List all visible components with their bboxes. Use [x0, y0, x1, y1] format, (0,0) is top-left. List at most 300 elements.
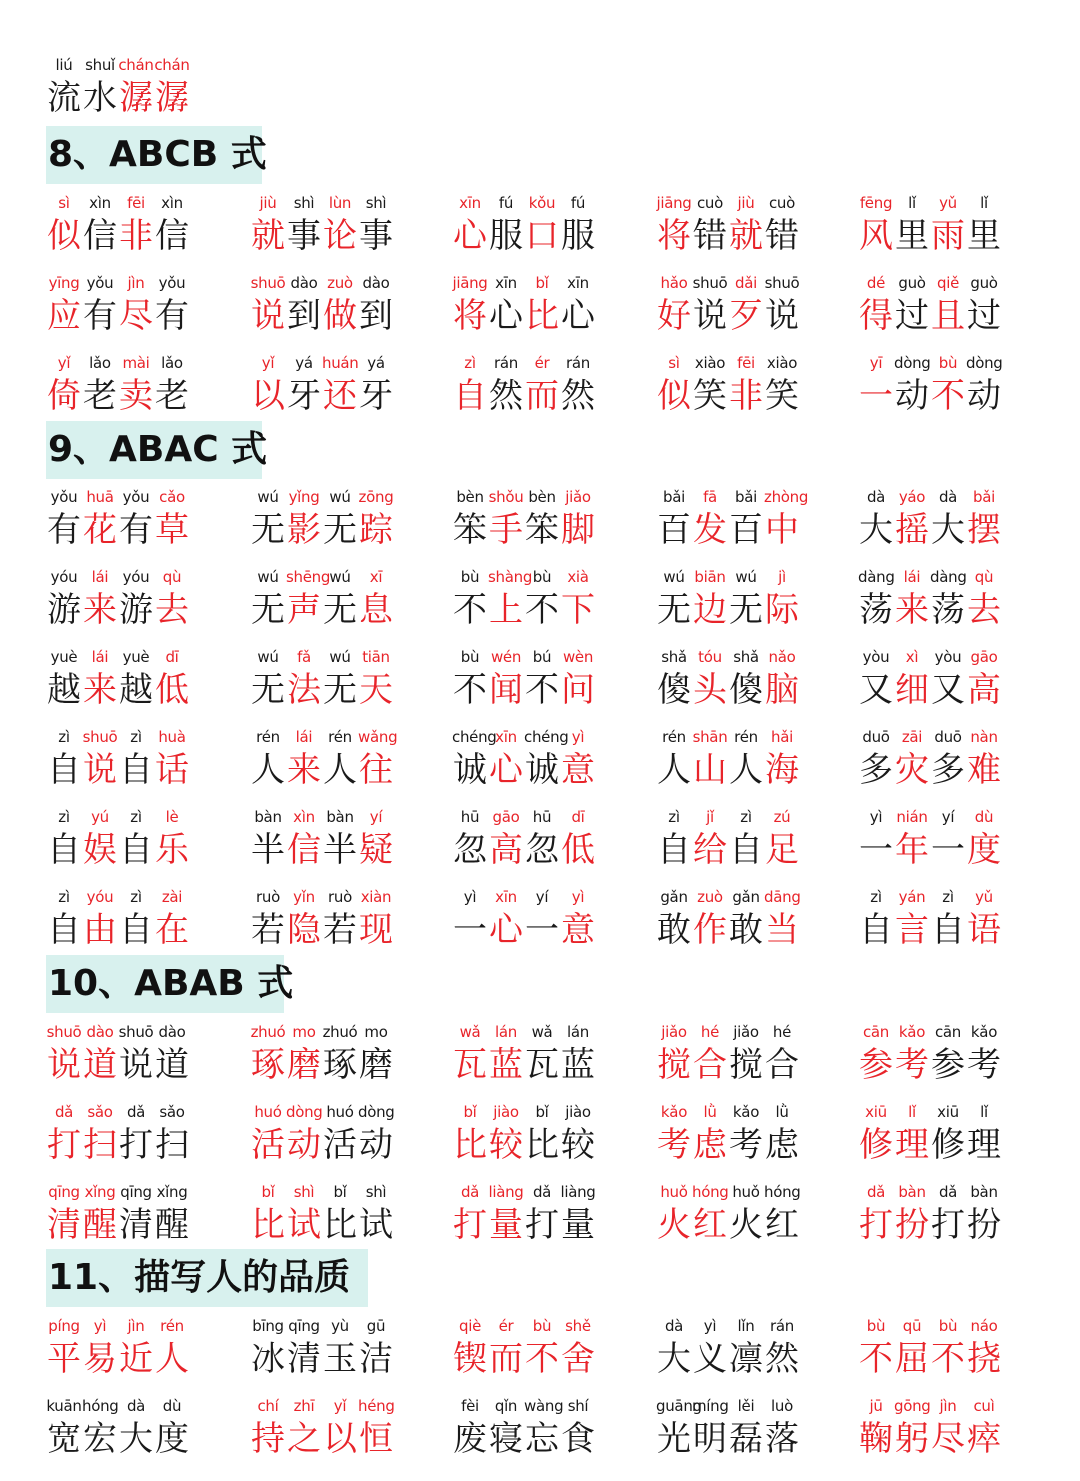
- hanzi-character: 不: [453, 670, 487, 710]
- pinyin-syllable: shǎ: [661, 648, 687, 666]
- pinyin-syllable: zuò: [327, 274, 353, 292]
- pinyin-syllable: shuō: [82, 728, 118, 746]
- pinyin-syllable: gǎn: [660, 888, 688, 906]
- hanzi-character: 活: [251, 1125, 285, 1165]
- hanzi-character: 自: [859, 910, 893, 950]
- hanzi-character: 得: [859, 296, 893, 336]
- hanzi-character: 来: [83, 670, 117, 710]
- pinyin-line: [858, 1395, 1058, 1417]
- hanzi-character: 搅: [657, 1045, 691, 1085]
- pinyin-syllable: zōng: [358, 488, 394, 506]
- hanzi-character: 打: [525, 1205, 559, 1245]
- pinyin-line: [46, 54, 246, 76]
- pinyin-line: [46, 272, 246, 294]
- hanzi-character: 修: [859, 1125, 893, 1165]
- pinyin-syllable: yí: [941, 808, 955, 826]
- pinyin-syllable: yóu: [122, 568, 150, 586]
- hanzi-character: 下: [561, 590, 595, 630]
- pinyin-line: [858, 486, 1058, 508]
- hanzi-character: 诚: [525, 750, 559, 790]
- pinyin-syllable: yǐ: [261, 354, 275, 372]
- hanzi-character: 牙: [287, 376, 321, 416]
- pinyin-syllable: zú: [773, 808, 791, 826]
- pinyin-line: [656, 1395, 856, 1417]
- hanzi-character: 有: [83, 296, 117, 336]
- idiom-item: [656, 1315, 856, 1381]
- idiom-item: [452, 486, 652, 552]
- idiom-item: [250, 1395, 450, 1461]
- hanzi-character: 一: [859, 376, 893, 416]
- pinyin-line: [656, 646, 856, 668]
- hanzi-character: 人: [323, 750, 357, 790]
- hanzi-character: 错: [765, 216, 799, 256]
- hanzi-character: 流: [47, 78, 81, 118]
- idiom-characters: [452, 1337, 652, 1381]
- idiom-item: [250, 1101, 450, 1167]
- idiom-characters: [452, 508, 652, 552]
- hanzi-character: 信: [83, 216, 117, 256]
- hanzi-character: 应: [47, 296, 81, 336]
- hanzi-character: 有: [119, 510, 153, 550]
- pinyin-syllable: rán: [770, 1317, 794, 1335]
- pinyin-line: [250, 272, 450, 294]
- hanzi-character: 扫: [155, 1125, 189, 1165]
- pinyin-line: [452, 1101, 652, 1123]
- idiom-item: [452, 352, 652, 418]
- pinyin-syllable: dǎi: [735, 274, 757, 292]
- idiom-characters: [46, 76, 246, 120]
- hanzi-character: 山: [693, 750, 727, 790]
- hanzi-character: 服: [561, 216, 595, 256]
- pinyin-syllable: liàng: [488, 1183, 524, 1201]
- hanzi-character: 之: [287, 1419, 321, 1459]
- hanzi-character: 恒: [359, 1419, 393, 1459]
- pinyin-syllable: ruò: [256, 888, 280, 906]
- hanzi-character: 法: [287, 670, 321, 710]
- pinyin-syllable: wú: [329, 568, 351, 586]
- idiom-characters: [250, 1043, 450, 1087]
- pinyin-line: [250, 352, 450, 374]
- pinyin-syllable: dà: [938, 488, 958, 506]
- idiom-characters: [250, 214, 450, 258]
- pinyin-syllable: jǐ: [706, 808, 714, 826]
- pinyin-syllable: xiào: [766, 354, 798, 372]
- pinyin-syllable: lǎo: [161, 354, 183, 372]
- hanzi-character: 非: [729, 376, 763, 416]
- hanzi-character: 说: [765, 296, 799, 336]
- idiom-characters: [656, 748, 856, 792]
- idiom-item: [858, 806, 1058, 872]
- hanzi-character: 大: [657, 1339, 691, 1379]
- pinyin-line: [250, 806, 450, 828]
- pinyin-syllable: lǎo: [89, 354, 111, 372]
- pinyin-syllable: bǐ: [535, 274, 549, 292]
- pinyin-syllable: yáo: [898, 488, 926, 506]
- hanzi-character: 考: [967, 1045, 1001, 1085]
- pinyin-syllable: shǒu: [488, 488, 524, 506]
- hanzi-character: 脑: [765, 670, 799, 710]
- idiom-characters: [858, 1203, 1058, 1247]
- hanzi-character: 雨: [931, 216, 965, 256]
- pinyin-syllable: jìn: [127, 274, 145, 292]
- pinyin-line: [452, 272, 652, 294]
- pinyin-syllable: duō: [934, 728, 962, 746]
- idiom-item: [452, 1395, 652, 1461]
- hanzi-character: 事: [359, 216, 393, 256]
- hanzi-character: 平: [47, 1339, 81, 1379]
- pinyin-line: [46, 486, 246, 508]
- pinyin-syllable: huà: [158, 728, 186, 746]
- pinyin-syllable: bǎi: [663, 488, 685, 506]
- pinyin-syllable: gāo: [492, 808, 520, 826]
- pinyin-syllable: liàng: [560, 1183, 596, 1201]
- idiom-characters: [656, 1043, 856, 1087]
- pinyin-syllable: shǎ: [733, 648, 759, 666]
- pinyin-syllable: dī: [165, 648, 179, 666]
- idiom-characters: [46, 908, 246, 952]
- pinyin-syllable: zì: [130, 728, 142, 746]
- pinyin-syllable: lái: [91, 648, 109, 666]
- pinyin-syllable: huǒ: [660, 1183, 688, 1201]
- pinyin-syllable: nián: [896, 808, 928, 826]
- hanzi-character: 意: [561, 910, 595, 950]
- idiom-item: [858, 192, 1058, 258]
- pinyin-syllable: gōng: [894, 1397, 931, 1415]
- hanzi-character: 人: [657, 750, 691, 790]
- hanzi-character: 乐: [155, 830, 189, 870]
- pinyin-syllable: lǐ: [980, 1103, 988, 1121]
- pinyin-syllable: zì: [58, 888, 70, 906]
- pinyin-syllable: qù: [974, 568, 994, 586]
- pinyin-line: [452, 806, 652, 828]
- pinyin-syllable: shuō: [764, 274, 800, 292]
- hanzi-character: 打: [47, 1125, 81, 1165]
- hanzi-character: 道: [83, 1045, 117, 1085]
- pinyin-syllable: hé: [772, 1023, 792, 1041]
- pinyin-syllable: qīng: [120, 1183, 152, 1201]
- hanzi-character: 自: [47, 910, 81, 950]
- idiom-item: [250, 646, 450, 712]
- pinyin-syllable: dù: [162, 1397, 182, 1415]
- pinyin-syllable: dǎ: [54, 1103, 74, 1121]
- idiom-item: [858, 886, 1058, 952]
- pinyin-syllable: fēng: [859, 194, 893, 212]
- hanzi-character: 清: [119, 1205, 153, 1245]
- section-heading: 10、ABAB 式: [46, 955, 284, 1013]
- idiom-characters: [656, 668, 856, 712]
- idiom-item: [46, 192, 246, 258]
- pinyin-line: [250, 646, 450, 668]
- hanzi-character: 问: [561, 670, 595, 710]
- hanzi-character: 度: [155, 1419, 189, 1459]
- hanzi-character: 心: [489, 910, 523, 950]
- pinyin-line: [250, 726, 450, 748]
- pinyin-syllable: cān: [862, 1023, 890, 1041]
- hanzi-character: 影: [287, 510, 321, 550]
- pinyin-syllable: zì: [58, 728, 70, 746]
- hanzi-character: 洁: [359, 1339, 393, 1379]
- pinyin-syllable: xì: [905, 648, 919, 666]
- pinyin-syllable: yí: [369, 808, 383, 826]
- pinyin-line: [858, 272, 1058, 294]
- pinyin-line: [46, 352, 246, 374]
- hanzi-character: 摇: [895, 510, 929, 550]
- hanzi-character: 尽: [931, 1419, 965, 1459]
- pinyin-syllable: guāng: [656, 1397, 702, 1415]
- hanzi-character: 似: [47, 216, 81, 256]
- hanzi-character: 理: [967, 1125, 1001, 1165]
- pinyin-syllable: xīn: [459, 194, 481, 212]
- idiom-characters: [452, 214, 652, 258]
- hanzi-character: 无: [323, 590, 357, 630]
- idiom-item: [250, 192, 450, 258]
- idiom-characters: [858, 374, 1058, 418]
- pinyin-syllable: xī: [369, 568, 383, 586]
- hanzi-character: 服: [489, 216, 523, 256]
- pinyin-syllable: guò: [970, 274, 998, 292]
- hanzi-character: 隐: [287, 910, 321, 950]
- hanzi-character: 又: [859, 670, 893, 710]
- idiom-item: [452, 272, 652, 338]
- hanzi-character: 细: [895, 670, 929, 710]
- pinyin-syllable: kǎo: [970, 1023, 998, 1041]
- pinyin-line: [46, 646, 246, 668]
- hanzi-character: 过: [967, 296, 1001, 336]
- hanzi-character: 际: [765, 590, 799, 630]
- idiom-characters: [452, 908, 652, 952]
- pinyin-syllable: fú: [498, 194, 514, 212]
- hanzi-character: 老: [155, 376, 189, 416]
- hanzi-character: 心: [453, 216, 487, 256]
- pinyin-syllable: yǐ: [57, 354, 71, 372]
- idiom-characters: [250, 1123, 450, 1167]
- pinyin-syllable: yán: [898, 888, 926, 906]
- hanzi-character: 动: [359, 1125, 393, 1165]
- idiom-item: [250, 566, 450, 632]
- hanzi-character: 一: [859, 830, 893, 870]
- pinyin-syllable: bǐ: [463, 1103, 477, 1121]
- idiom-characters: [858, 828, 1058, 872]
- pinyin-syllable: shuō: [692, 274, 728, 292]
- idiom-item: [656, 352, 856, 418]
- pinyin-syllable: jiǎo: [565, 488, 591, 506]
- idiom-characters: [46, 748, 246, 792]
- hanzi-character: 声: [287, 590, 321, 630]
- hanzi-character: 灾: [895, 750, 929, 790]
- hanzi-character: 易: [83, 1339, 117, 1379]
- pinyin-syllable: hóng: [82, 1397, 119, 1415]
- pinyin-syllable: biān: [694, 568, 726, 586]
- hanzi-character: 明: [693, 1419, 727, 1459]
- pinyin-syllable: xīn: [495, 274, 517, 292]
- pinyin-syllable: bàn: [254, 808, 282, 826]
- pinyin-syllable: bù: [460, 648, 480, 666]
- pinyin-syllable: xīn: [495, 728, 517, 746]
- idiom-characters: [46, 588, 246, 632]
- pinyin-syllable: yǒu: [122, 488, 150, 506]
- hanzi-character: 笨: [525, 510, 559, 550]
- idiom-item: [452, 1181, 652, 1247]
- hanzi-character: 扮: [967, 1205, 1001, 1245]
- idiom-characters: [656, 214, 856, 258]
- hanzi-character: 百: [657, 510, 691, 550]
- hanzi-character: 考: [895, 1045, 929, 1085]
- pinyin-syllable: náo: [970, 1317, 998, 1335]
- pinyin-syllable: wú: [257, 648, 279, 666]
- pinyin-syllable: bù: [866, 1317, 886, 1335]
- pinyin-syllable: hóng: [764, 1183, 801, 1201]
- pinyin-line: [46, 1395, 246, 1417]
- pinyin-syllable: lǜ: [775, 1103, 789, 1121]
- hanzi-character: 琢: [251, 1045, 285, 1085]
- pinyin-syllable: yǔ: [975, 888, 993, 906]
- hanzi-character: 敢: [729, 910, 763, 950]
- pinyin-syllable: tóu: [698, 648, 722, 666]
- pinyin-syllable: lǐ: [980, 194, 988, 212]
- idiom-characters: [656, 1337, 856, 1381]
- hanzi-character: 清: [47, 1205, 81, 1245]
- pinyin-syllable: yù: [331, 1317, 349, 1335]
- hanzi-character: 大: [931, 510, 965, 550]
- pinyin-syllable: rén: [328, 728, 352, 746]
- pinyin-syllable: cǎo: [159, 488, 185, 506]
- pinyin-syllable: lái: [903, 568, 921, 586]
- hanzi-character: 一: [931, 830, 965, 870]
- pinyin-syllable: jiāng: [452, 274, 488, 292]
- pinyin-syllable: wú: [329, 488, 351, 506]
- pinyin-syllable: xiào: [694, 354, 726, 372]
- idiom-item: [46, 272, 246, 338]
- hanzi-character: 活: [323, 1125, 357, 1165]
- idiom-item: [858, 1395, 1058, 1461]
- hanzi-character: 不: [859, 1339, 893, 1379]
- hanzi-character: 量: [489, 1205, 523, 1245]
- pinyin-syllable: píng: [48, 1317, 80, 1335]
- hanzi-character: 多: [931, 750, 965, 790]
- pinyin-line: [46, 1315, 246, 1337]
- hanzi-character: 给: [693, 830, 727, 870]
- hanzi-character: 蓝: [489, 1045, 523, 1085]
- pinyin-syllable: cuò: [768, 194, 796, 212]
- idiom-characters: [452, 1043, 652, 1087]
- hanzi-character: 打: [453, 1205, 487, 1245]
- pinyin-syllable: hóng: [692, 1183, 729, 1201]
- pinyin-syllable: xìn: [293, 808, 315, 826]
- hanzi-character: 足: [765, 830, 799, 870]
- pinyin-syllable: yǐn: [293, 888, 315, 906]
- pinyin-syllable: yú: [91, 808, 109, 826]
- hanzi-character: 比: [525, 296, 559, 336]
- pinyin-syllable: mài: [122, 354, 150, 372]
- pinyin-syllable: fǎ: [297, 648, 311, 666]
- hanzi-character: 老: [83, 376, 117, 416]
- section-heading: 9、ABAC 式: [46, 421, 262, 479]
- idiom-item: [858, 1181, 1058, 1247]
- pinyin-syllable: yòu: [862, 648, 890, 666]
- hanzi-character: 比: [323, 1205, 357, 1245]
- hanzi-character: 以: [323, 1419, 357, 1459]
- pinyin-syllable: huán: [322, 354, 359, 372]
- hanzi-character: 头: [693, 670, 727, 710]
- pinyin-syllable: fēi: [127, 194, 145, 212]
- idiom-characters: [858, 508, 1058, 552]
- pinyin-line: [858, 646, 1058, 668]
- idiom-item: [452, 886, 652, 952]
- pinyin-syllable: dào: [290, 274, 318, 292]
- idiom-characters: [46, 1417, 246, 1461]
- pinyin-syllable: shí: [567, 1397, 589, 1415]
- pinyin-syllable: dù: [974, 808, 994, 826]
- hanzi-character: 花: [83, 510, 117, 550]
- pinyin-syllable: zuò: [697, 888, 723, 906]
- pinyin-syllable: dòng: [894, 354, 931, 372]
- hanzi-character: 虑: [693, 1125, 727, 1165]
- hanzi-character: 扫: [83, 1125, 117, 1165]
- idiom-characters: [46, 214, 246, 258]
- pinyin-syllable: mo: [292, 1023, 316, 1041]
- idiom-item: [452, 566, 652, 632]
- pinyin-syllable: yì: [869, 808, 883, 826]
- hanzi-character: 歹: [729, 296, 763, 336]
- pinyin-syllable: rén: [160, 1317, 184, 1335]
- pinyin-syllable: wàng: [524, 1397, 564, 1415]
- pinyin-line: [452, 1315, 652, 1337]
- hanzi-character: 越: [119, 670, 153, 710]
- pinyin-syllable: yì: [571, 728, 585, 746]
- pinyin-syllable: chí: [257, 1397, 279, 1415]
- idiom-item: [250, 1021, 450, 1087]
- pinyin-syllable: rén: [256, 728, 280, 746]
- pinyin-syllable: huó: [254, 1103, 282, 1121]
- pinyin-syllable: bù: [460, 568, 480, 586]
- hanzi-character: 发: [693, 510, 727, 550]
- hanzi-character: 来: [895, 590, 929, 630]
- hanzi-character: 论: [323, 216, 357, 256]
- hanzi-character: 动: [895, 376, 929, 416]
- pinyin-line: [858, 886, 1058, 908]
- pinyin-syllable: zì: [740, 808, 752, 826]
- pinyin-syllable: chán: [154, 56, 190, 74]
- pinyin-syllable: xiū: [865, 1103, 887, 1121]
- hanzi-character: 游: [47, 590, 81, 630]
- idiom-characters: [858, 748, 1058, 792]
- hanzi-character: 大: [119, 1419, 153, 1459]
- pinyin-line: [656, 886, 856, 908]
- idiom-characters: [452, 588, 652, 632]
- hanzi-character: 磊: [729, 1419, 763, 1459]
- idiom-characters: [250, 908, 450, 952]
- pinyin-line: [858, 352, 1058, 374]
- pinyin-syllable: bǎi: [973, 488, 995, 506]
- pinyin-syllable: xiū: [937, 1103, 959, 1121]
- idiom-characters: [250, 668, 450, 712]
- hanzi-character: 似: [657, 376, 691, 416]
- hanzi-character: 信: [155, 216, 189, 256]
- hanzi-character: 然: [489, 376, 523, 416]
- pinyin-line: [46, 1101, 246, 1123]
- pinyin-line: [452, 1021, 652, 1043]
- pinyin-syllable: lěi: [737, 1397, 755, 1415]
- hanzi-character: 现: [359, 910, 393, 950]
- pinyin-syllable: wú: [257, 488, 279, 506]
- hanzi-character: 娱: [83, 830, 117, 870]
- pinyin-syllable: chéng: [524, 728, 569, 746]
- idiom-characters: [250, 1337, 450, 1381]
- hanzi-character: 搅: [729, 1045, 763, 1085]
- pinyin-syllable: shuō: [250, 274, 286, 292]
- hanzi-character: 不: [525, 1339, 559, 1379]
- hanzi-character: 荡: [859, 590, 893, 630]
